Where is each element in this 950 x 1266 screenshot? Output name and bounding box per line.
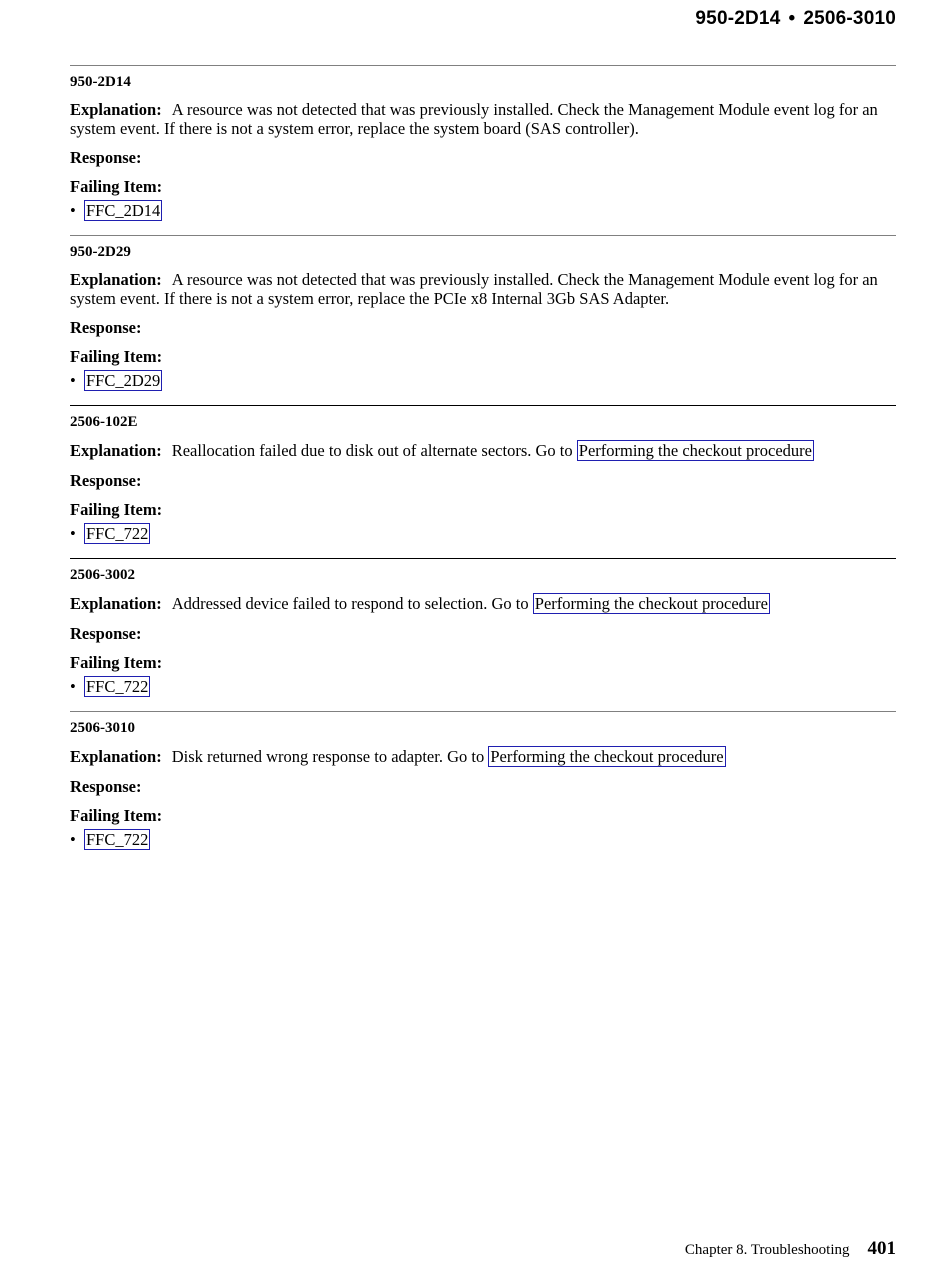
list-item [70,523,896,545]
list-item [70,829,896,851]
explanation-text: A resource was not detected that was previously installed. Check the Management Module event log for an system event. If there is not a system error, replace the PCIe x8 Internal 3Gb SAS Adapter. [70,270,878,308]
failing-item-label: Failing Item: [70,806,163,825]
page-footer [685,1238,896,1260]
explanation-label: Explanation: [70,594,162,613]
message-code: 2506-3002 [70,567,135,583]
failing-item [70,500,896,519]
message-entry [70,65,896,235]
message-entry [70,405,896,558]
message-entry [70,235,896,405]
list-item [70,676,896,698]
page-number: 401 [867,1238,896,1259]
response [70,624,896,643]
failing-item-label: Failing Item: [70,653,163,672]
response [70,318,896,337]
ffc-link[interactable]: FFC_722 [86,524,149,543]
failing-item [70,177,896,196]
ffc-link[interactable]: FFC_722 [86,677,149,696]
response-label: Response: [70,148,142,167]
ffc-link[interactable]: FFC_2D29 [86,371,161,390]
message-code: 2506-3010 [70,720,135,736]
explanation-label: Explanation: [70,270,162,289]
running-head [695,8,896,30]
message-list [70,65,896,864]
checkout-procedure-link[interactable]: Performing the checkout procedure [578,441,812,460]
failing-item-list [70,200,896,222]
explanation [70,100,896,138]
response [70,471,896,490]
explanation [70,440,896,461]
explanation [70,746,896,767]
message-code: 2506-102E [70,414,138,430]
failing-item-label: Failing Item: [70,500,163,519]
explanation-label: Explanation: [70,747,162,766]
failing-item [70,653,896,672]
failing-item-list [70,370,896,392]
message-code: 950-2D14 [70,74,131,90]
bullet: • [70,830,76,849]
failing-item-list [70,829,896,851]
running-head-separator: • [788,8,796,29]
response [70,148,896,167]
checkout-procedure-link[interactable]: Performing the checkout procedure [534,594,768,613]
bullet: • [70,524,76,543]
list-item [70,200,896,222]
response-label: Response: [70,777,142,796]
failing-item [70,806,896,825]
bullet: • [70,201,76,220]
explanation-label: Explanation: [70,441,162,460]
ffc-link[interactable]: FFC_722 [86,830,149,849]
failing-item-label: Failing Item: [70,347,163,366]
bullet: • [70,677,76,696]
explanation [70,270,896,308]
message-entry [70,558,896,711]
response [70,777,896,796]
failing-item [70,347,896,366]
failing-item-list [70,676,896,698]
checkout-procedure-link[interactable]: Performing the checkout procedure [490,747,724,766]
response-label: Response: [70,624,142,643]
message-entry [70,711,896,864]
explanation [70,593,896,614]
explanation-text: Addressed device failed to respond to selection. Go to [171,594,529,613]
response-label: Response: [70,318,142,337]
bullet: • [70,371,76,390]
explanation-text: Disk returned wrong response to adapter. Go to [171,747,485,766]
response-label: Response: [70,471,142,490]
failing-item-label: Failing Item: [70,177,163,196]
failing-item-list [70,523,896,545]
running-head-last: 2506-3010 [803,8,896,29]
explanation-label: Explanation: [70,100,162,119]
explanation-text: A resource was not detected that was previously installed. Check the Management Module event log for an system event. If there is not a system error, replace the system board (SAS controller). [70,100,878,138]
ffc-link[interactable]: FFC_2D14 [86,201,161,220]
message-code: 950-2D29 [70,244,131,260]
running-head-first: 950-2D14 [695,8,781,29]
explanation-text: Reallocation failed due to disk out of alternate sectors. Go to [171,441,573,460]
chapter-title: Chapter 8. Troubleshooting [684,1242,850,1258]
list-item [70,370,896,392]
